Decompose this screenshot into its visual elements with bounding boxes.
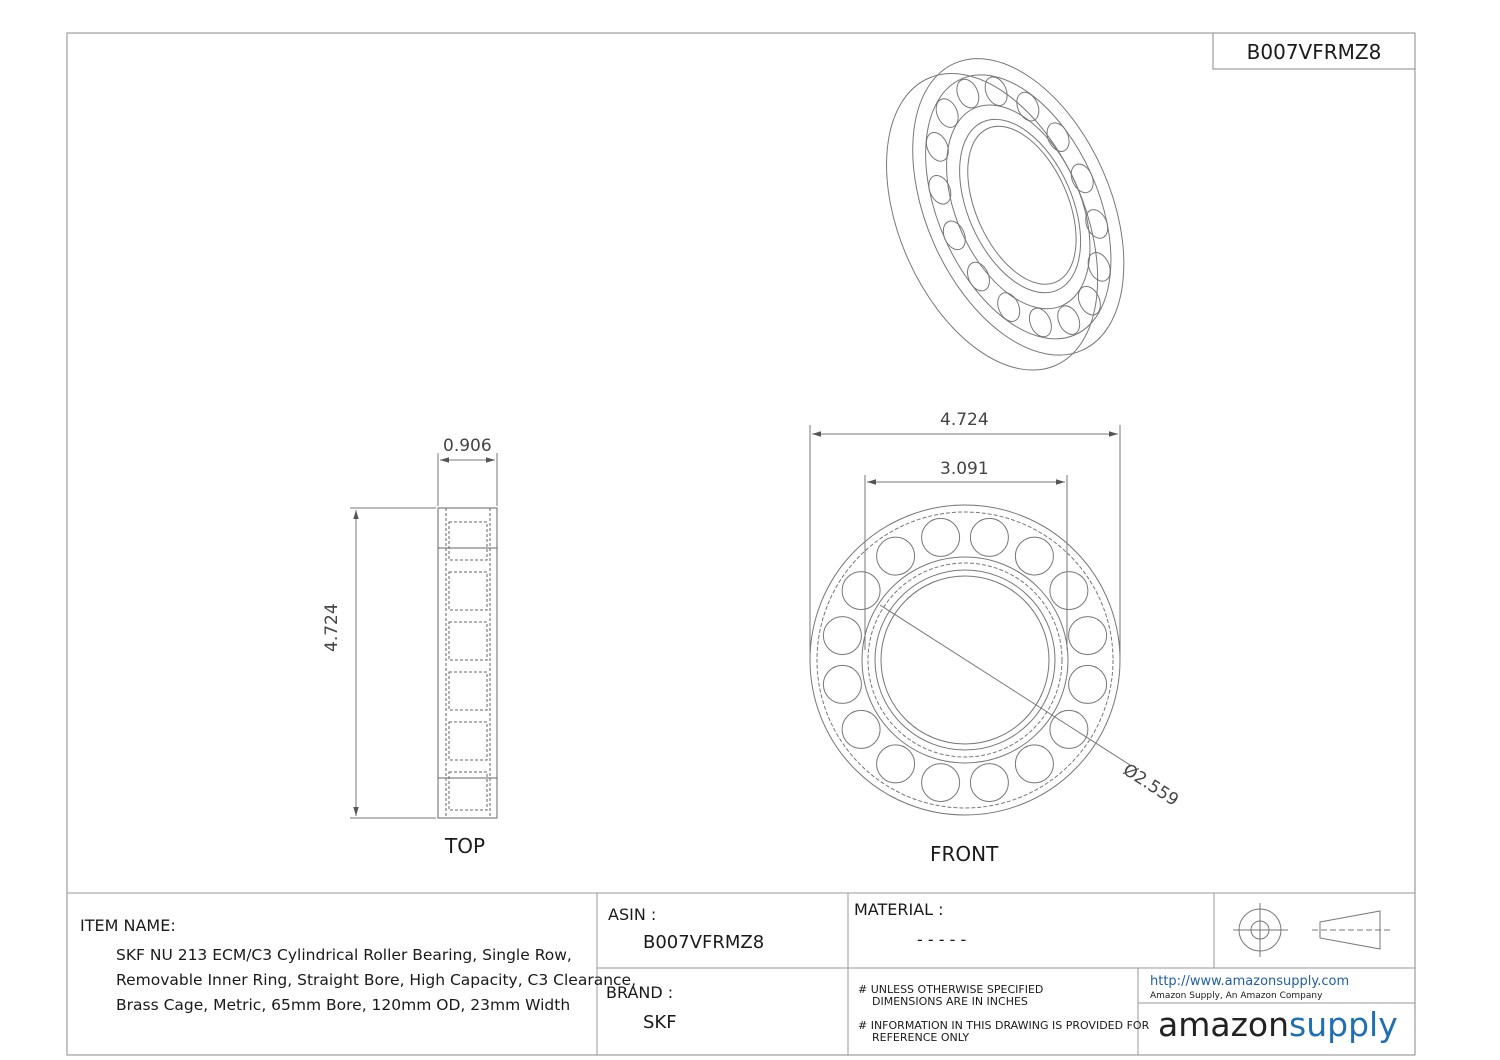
top-roller [449,572,487,610]
asin-label: ASIN : [608,905,657,924]
front-roller [970,518,1008,556]
brand-label: BRAND : [606,983,674,1002]
iso-roller [1013,89,1043,125]
front-roller [970,764,1008,802]
material-value: - - - - - [917,930,967,949]
front-bore-dim: Ø2.559 [1119,760,1183,811]
front-view-label: FRONT [930,842,999,866]
front-roller [877,745,915,783]
top-width-dim: 0.906 [443,436,492,456]
company-url[interactable]: http://www.amazonsupply.com [1150,974,1350,989]
asin-value: B007VFRMZ8 [643,932,765,953]
top-roller [449,622,487,660]
isometric-view [843,26,1167,403]
brand-value: SKF [643,1012,677,1033]
company-name: Amazon Supply, An Amazon Company [1150,991,1323,1001]
item-name-line-3: Brass Cage, Metric, 65mm Bore, 120mm OD, 23mm Width [116,996,571,1014]
front-roller [842,710,880,748]
front-roller [922,764,960,802]
iso-roller [1067,161,1097,197]
top-roller [449,672,487,710]
top-roller [449,722,487,760]
note-reference-line-1: # INFORMATION IN THIS DRAWING IS PROVIDED FOR [858,1019,1150,1032]
top-height-dim: 4.724 [322,603,342,652]
top-view-label: TOP [445,834,486,858]
front-roller [1050,572,1088,610]
front-roller [1015,537,1053,575]
note-units-line-1: # UNLESS OTHERWISE SPECIFIED [858,983,1044,996]
front-outer-dim: 4.724 [940,410,989,430]
iso-roller [963,259,993,295]
iso-roller [1025,305,1055,341]
logo-amazon-text: amazon [1158,1005,1290,1044]
amazon-supply-logo [1158,1005,1398,1044]
item-name-line-1: SKF NU 213 ECM/C3 Cylindrical Roller Bearing, Single Row, [116,946,572,964]
iso-roller [1043,119,1073,155]
front-roller [1069,617,1107,655]
projection-symbol-icon [1233,903,1390,957]
front-roller [1015,745,1053,783]
front-roller [922,518,960,556]
front-roller [823,617,861,655]
item-name-line-2: Removable Inner Ring, Straight Bore, High Capacity, C3 Clearance, [116,971,637,989]
front-inner-dim: 3.091 [940,459,989,479]
top-view [438,508,497,818]
iso-roller [939,218,969,254]
iso-roller [1074,283,1104,319]
iso-roller [981,74,1011,110]
front-roller [1069,665,1107,703]
logo-supply-text: supply [1289,1005,1398,1044]
asin-header-text: B007VFRMZ8 [1246,40,1382,64]
front-roller [1050,710,1088,748]
iso-roller [932,95,962,131]
item-name-label: ITEM NAME: [80,916,176,935]
note-reference-line-2: REFERENCE ONLY [872,1031,970,1044]
note-units-line-2: DIMENSIONS ARE IN INCHES [872,995,1028,1008]
front-view [810,505,1130,815]
iso-roller [925,172,955,208]
front-roller [842,572,880,610]
iso-roller [993,289,1023,325]
material-label: MATERIAL : [854,900,944,919]
drawing-border [67,33,1415,1055]
front-roller [823,665,861,703]
front-roller [877,537,915,575]
top-roller [449,522,487,560]
